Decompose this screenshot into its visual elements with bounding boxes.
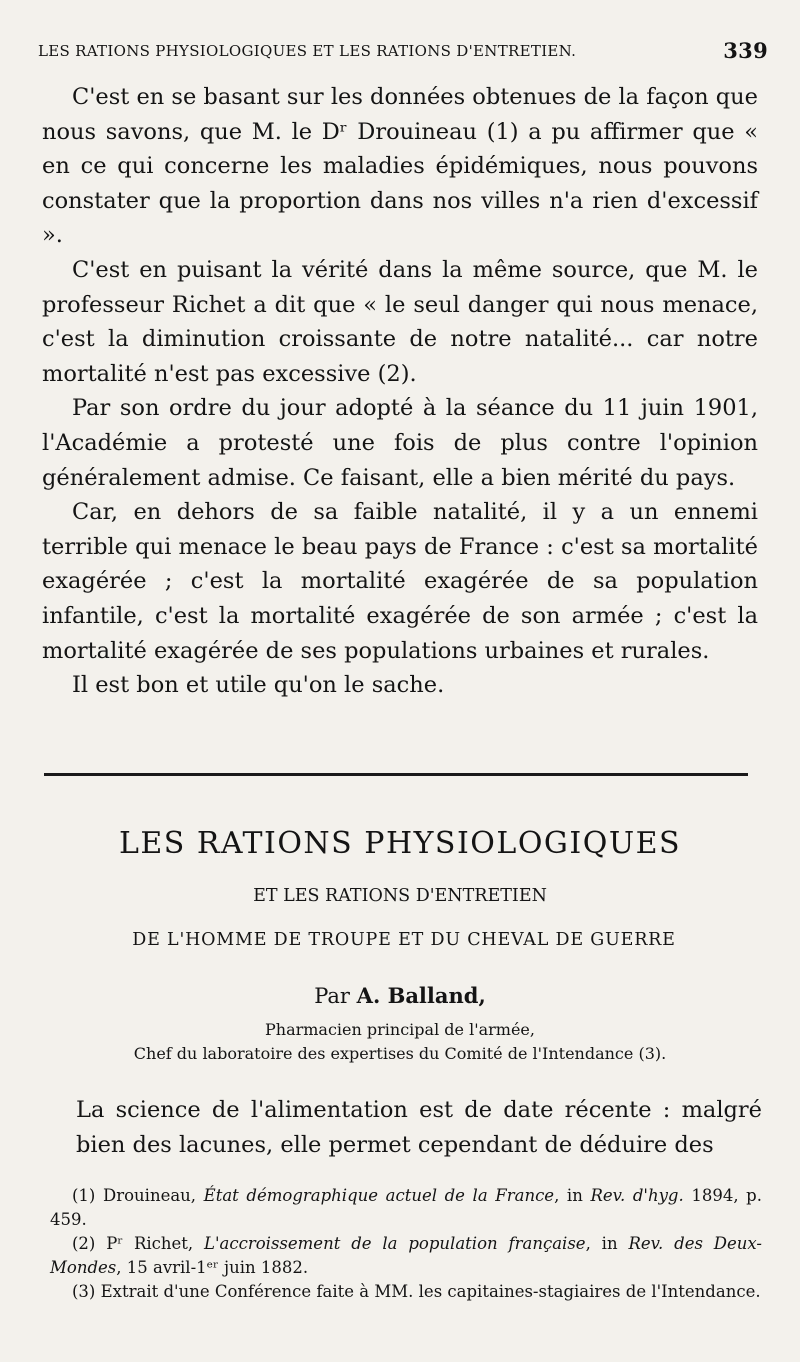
paragraph: Car, en dehors de sa faible natalité, il y a un ennemi terrible qui menace le beau pays de France : c'est sa mortalité exagérée ; c'est la mortalité exagérée de sa population infantile, c'est la mortalité exagérée de son armée ; c'est la mortalité exagérée de ses populations urbaines et rurales. [42, 499, 758, 664]
article-intro [76, 1093, 762, 1162]
footnote-2: (2) Pʳ Richet, L'accroissement de la population française, in Rev. des Deux-Mondes, 15 avril-1ᵉʳ juin 1882. [50, 1234, 763, 1277]
intro-paragraph: La science de l'alimentation est de date récente : malgré bien des lacunes, elle permet cependant de déduire des [76, 1097, 762, 1158]
article-subtitle-line2: DE L'HOMME DE TROUPE ET DU CHEVAL DE GUERRE [132, 930, 676, 950]
footnote-3: (3) Extrait d'une Conférence faite à MM. les capitaines-stagiaires de l'Intendance. [72, 1282, 761, 1301]
page-number: 339 [723, 38, 768, 63]
running-title: LES RATIONS PHYSIOLOGIQUES ET LES RATIONS D'ENTRETIEN. [38, 42, 577, 60]
byline-prefix: Par [314, 984, 350, 1008]
paragraph: C'est en puisant la vérité dans la même source, que M. le professeur Richet a dit que « le seul danger qui nous menace, c'est la diminution croissante de notre natalité... car notre mortalité n'est pas excessive (2). [42, 256, 758, 387]
byline [0, 983, 800, 1008]
paragraph: C'est en se basant sur les données obtenues de la façon que nous savons, que M. le Dʳ Drouineau (1) a pu affirmer que « en ce qui concerne les maladies épidémiques, nous pouvons constater que la proportion dans nos villes n'a rien d'excessif ». [42, 84, 758, 249]
body-text [42, 80, 758, 703]
author-affiliation: Pharmacien principal de l'armée, [265, 1020, 535, 1039]
paragraph: Il est bon et utile qu'on le sache. [72, 672, 445, 699]
article-subtitle: ET LES RATIONS D'ENTRETIEN [253, 886, 547, 906]
section-divider [44, 773, 748, 776]
article-title: LES RATIONS PHYSIOLOGIQUES [118, 826, 682, 861]
paragraph: Par son ordre du jour adopté à la séance du 11 juin 1901, l'Académie a protesté une fois de plus contre l'opinion généralement admise. Ce faisant, elle a bien mérité du pays. [42, 395, 758, 491]
footnotes [50, 1184, 762, 1304]
author-name: A. Balland, [356, 983, 486, 1008]
author-affiliation-2: Chef du laboratoire des expertises du Comité de l'Intendance (3). [133, 1044, 667, 1063]
running-header [38, 38, 768, 62]
footnote-1: (1) Drouineau, État démographique actuel de la France, in Rev. d'hyg. 1894, p. 459. [50, 1186, 762, 1229]
